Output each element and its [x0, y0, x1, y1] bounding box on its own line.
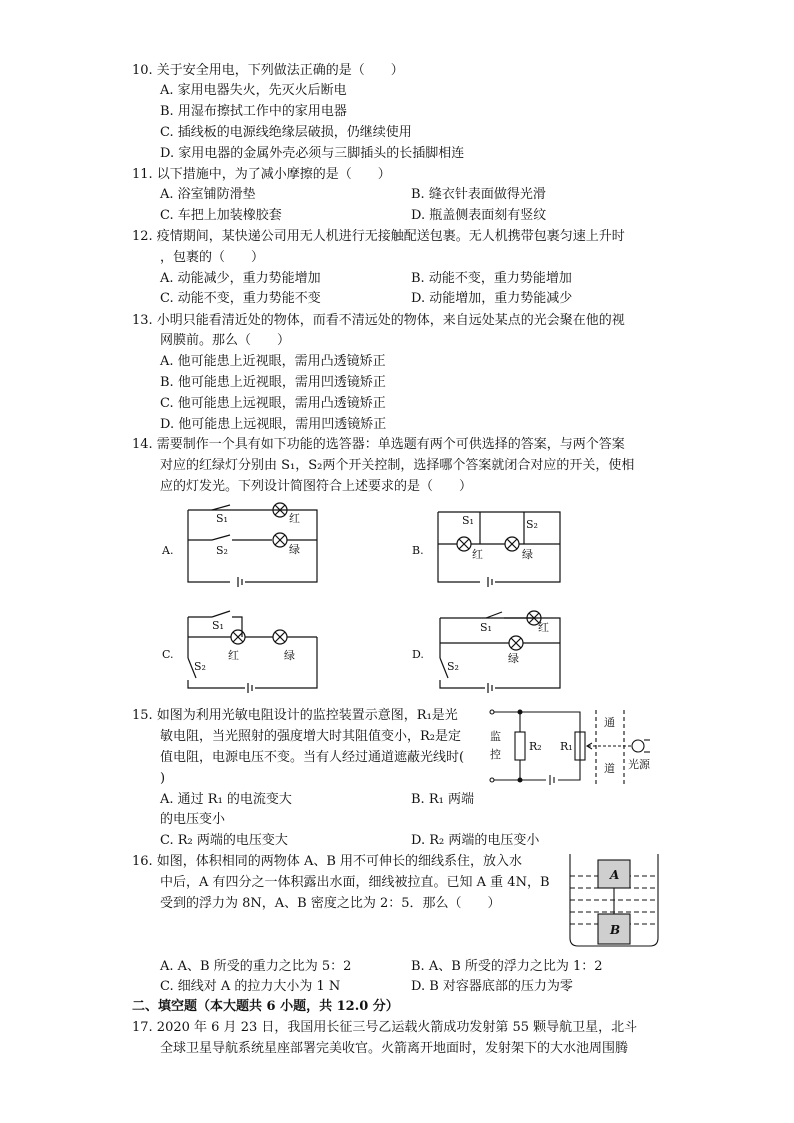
- circuit-b: [438, 512, 560, 587]
- circuit-a-red: 红: [289, 512, 300, 525]
- q16-stem-line2: 中后，A 有四分之一体积露出水面，细线被拉直。已知 A 重 4N，B: [160, 875, 550, 890]
- q15-fig-jian: 监: [490, 730, 501, 743]
- q12-option-d: D. 动能增加，重力势能减少: [411, 291, 573, 306]
- q11-stem: 11. 以下措施中，为了减小摩擦的是（ ）: [132, 167, 391, 182]
- q17-stem-line1: 17. 2020 年 6 月 23 日，我国用长征三号乙运载火箭成功发射第 55 颗导航卫星，北斗: [132, 1020, 638, 1035]
- circuit-d-green: 绿: [508, 652, 519, 665]
- circuit-d-label: D.: [412, 648, 424, 661]
- q13-option-b: B. 他可能患上近视眼，需用凹透镜矫正: [160, 375, 386, 390]
- q10-option-a: A. 家用电器失火，先灭火后断电: [160, 83, 347, 98]
- q11-option-d: D. 瓶盖侧表面刻有竖纹: [411, 208, 547, 223]
- q10-option-c: C. 插线板的电源线绝缘层破损，仍继续使用: [160, 125, 412, 140]
- q14-circuit-figures: [150, 500, 590, 700]
- q16-option-d: D. B 对容器底部的压力为零: [411, 979, 573, 994]
- q16-option-c: C. 细线对 A 的拉力大小为 1 N: [160, 979, 341, 994]
- q13-option-c: C. 他可能患上远视眼，需用凸透镜矫正: [160, 396, 386, 411]
- q15-fig-dao: 道: [604, 762, 615, 775]
- q12-option-a: A. 动能减少，重力势能增加: [160, 271, 321, 286]
- circuit-a-s2: S₂: [216, 544, 228, 557]
- circuit-c-s2: S₂: [194, 660, 206, 673]
- circuit-c-green: 绿: [284, 649, 295, 662]
- circuit-b-red: 红: [472, 548, 483, 561]
- q16-option-b: B. A、B 所受的浮力之比为 1：2: [411, 959, 603, 974]
- q14-stem-line3: 应的灯发光。下列设计简图符合上述要求的是（ ）: [160, 479, 473, 494]
- q12-stem-line2: ，包裹的（ ）: [160, 250, 265, 265]
- q10-stem: 10. 关于安全用电，下列做法正确的是（ ）: [132, 63, 404, 78]
- q12-stem-line1: 12. 疫情期间，某快递公司用无人机进行无接触配送包裹。无人机携带包裹匀速上升时: [132, 229, 625, 244]
- q15-fig-light: 光源: [628, 758, 650, 771]
- q16-fig-a: A: [610, 868, 620, 882]
- circuit-a-green: 绿: [289, 543, 300, 556]
- q14-stem-line2: 对应的红绿灯分别由 S₁，S₂两个开关控制，选择哪个答案就闭合对应的开关，使相: [160, 458, 635, 473]
- q15-stem-line1: 15. 如图为利用光敏电阻设计的监控装置示意图，R₁是光: [132, 708, 458, 723]
- circuit-c: [188, 611, 317, 693]
- circuit-a-s1: S₁: [216, 512, 228, 525]
- q11-option-b: B. 缝衣针表面做得光滑: [411, 187, 546, 202]
- q16-option-a: A. A、B 所受的重力之比为 5：2: [160, 959, 352, 974]
- q13-option-d: D. 他可能患上远视眼，需用凹透镜矫正: [160, 417, 387, 432]
- q15-monitor-circuit: [488, 706, 658, 788]
- circuit-b-label: B.: [412, 544, 424, 557]
- q15-stem-line3: 值电阻，电源电压不变。当有人经过通道遮蔽光线时(: [160, 750, 465, 765]
- circuit-c-s1: S₁: [212, 619, 224, 632]
- q10-option-b: B. 用湿布擦拭工作中的家用电器: [160, 104, 347, 119]
- q13-option-a: A. 他可能患上近视眼，需用凸透镜矫正: [160, 354, 386, 369]
- q17-stem-line2: 全球卫星导航系统星座部署完美收官。火箭离开地面时，发射架下的大水池周围腾: [160, 1041, 629, 1056]
- q15-fig-r2: R₂: [529, 740, 542, 753]
- circuit-c-red: 红: [228, 649, 239, 662]
- q13-stem-line1: 13. 小明只能看清近处的物体，而看不清远处的物体，来自远处某点的光会聚在他的视: [132, 313, 625, 328]
- q11-option-c: C. 车把上加装橡胶套: [160, 208, 282, 223]
- q15-option-c: C. R₂ 两端的电压变大: [160, 833, 288, 848]
- circuit-d-red: 红: [538, 621, 549, 634]
- q12-option-c: C. 动能不变，重力势能不变: [160, 291, 321, 306]
- q16-stem-line3: 受到的浮力为 8N，A、B 密度之比为 2：5．那么（ ）: [160, 896, 501, 911]
- circuit-b-s2: S₂: [526, 518, 538, 531]
- q15-fig-tong: 通: [604, 716, 615, 729]
- q16-fig-b: B: [610, 923, 621, 937]
- circuit-b-green: 绿: [522, 548, 533, 561]
- q15-option-b: B. R₁ 两端: [411, 792, 474, 807]
- circuit-d-s1: S₁: [480, 621, 492, 634]
- q15-stem-line4: ): [160, 771, 166, 786]
- q13-stem-line2: 网膜前。那么（ ）: [160, 333, 291, 348]
- q15-option-d: D. R₂ 两端的电压变小: [411, 833, 540, 848]
- circuit-d-s2: S₂: [447, 660, 459, 673]
- q12-option-b: B. 动能不变，重力势能增加: [411, 271, 572, 286]
- q15-stem-line2: 敏电阻，当光照射的强度增大时其阻值变小，R₂是定: [160, 729, 461, 744]
- q15-option-a-cont: 的电压变小: [160, 812, 226, 827]
- circuit-c-label: C.: [162, 648, 174, 661]
- q16-container-figure: [568, 852, 660, 950]
- circuit-a-label: A.: [162, 544, 174, 557]
- q15-option-a: A. 通过 R₁ 的电流变大: [160, 792, 292, 807]
- circuit-b-s1: S₁: [462, 514, 474, 527]
- q14-stem-line1: 14. 需要制作一个具有如下功能的选答器：单选题有两个可供选择的答案，与两个答案: [132, 437, 625, 452]
- q10-option-d: D. 家用电器的金属外壳必须与三脚插头的长插脚相连: [160, 146, 465, 161]
- q11-option-a: A. 浴室铺防滑垫: [160, 187, 256, 202]
- q15-fig-r1: R₁: [560, 740, 573, 753]
- q16-stem-line1: 16. 如图，体积相同的两物体 A、B 用不可伸长的细线系住，放入水: [132, 854, 523, 869]
- section-2-heading: 二、填空题（本大题共 6 小题，共 12.0 分）: [132, 999, 399, 1014]
- q15-fig-kong: 控: [490, 748, 501, 761]
